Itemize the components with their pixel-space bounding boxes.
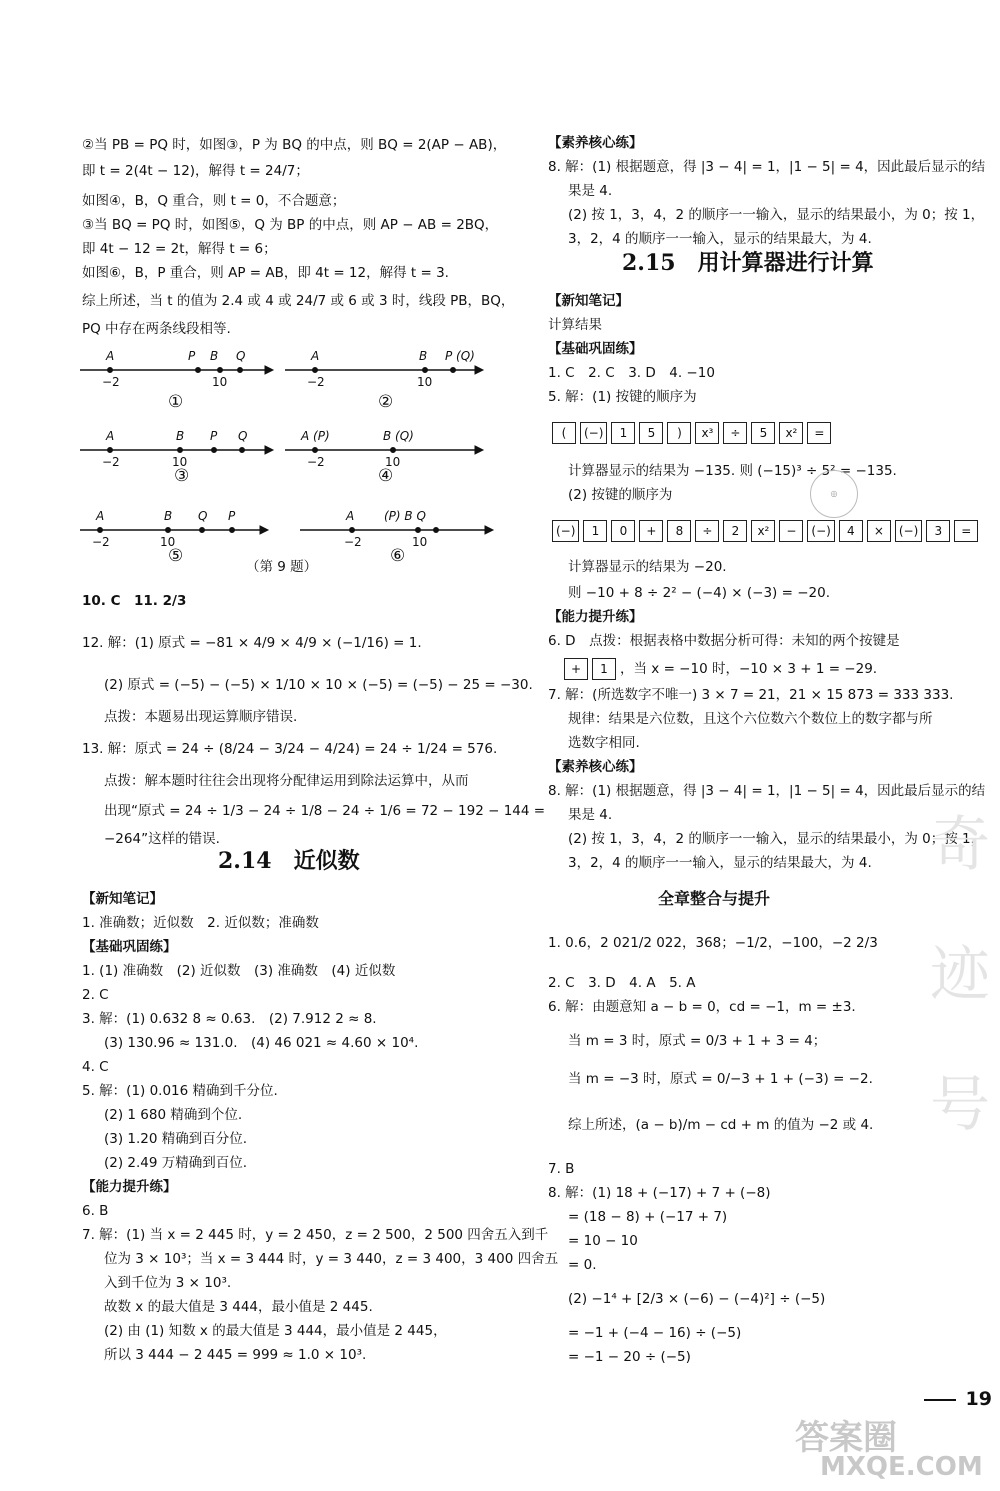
text-line: 位为 3 × 10³；当 x = 3 444 时，y = 3 440，z = 3 400，3 400 四舍五 <box>104 1251 559 1267</box>
svg-text:10: 10 <box>212 375 228 389</box>
text-line: 3. 解：(1) 0.632 8 ≈ 0.63. (2) 7.912 2 ≈ 8. <box>82 1011 377 1027</box>
text-line: 7. 解：(1) 当 x = 2 445 时，y = 2 450，z = 2 500，2 500 四舍五入到千 <box>82 1227 549 1243</box>
figure-label: ⑥ <box>390 546 406 566</box>
svg-text:B: B <box>419 349 428 363</box>
text-line: = −1 − 20 ÷ (−5) <box>568 1349 691 1365</box>
calc-key: (−) <box>552 520 579 542</box>
calc-key: 4 <box>839 520 863 542</box>
stamp-seal-icon: ◎ <box>810 470 858 518</box>
figure-3 <box>80 429 273 469</box>
calc-key: ÷ <box>695 520 719 542</box>
svg-text:B (Q): B (Q) <box>383 429 414 443</box>
text-line: 所以 3 444 − 2 445 = 999 ≈ 1.0 × 10³. <box>104 1347 367 1363</box>
number-line-figures <box>80 342 500 582</box>
svg-text:−2: −2 <box>102 455 120 469</box>
calc-key: (−) <box>895 520 922 542</box>
text-line: 1. (1) 准确数 (2) 近似数 (3) 准确数 (4) 近似数 <box>82 963 396 979</box>
svg-text:10: 10 <box>417 375 433 389</box>
svg-text:B: B <box>210 349 219 363</box>
calc-key: (−) <box>807 520 834 542</box>
svg-text:−2: −2 <box>102 375 120 389</box>
text-line: 3，2，4 的顺序一一输入，显示的结果最大，为 4. <box>568 855 872 871</box>
text-line: PQ 中存在两条线段相等. <box>82 321 231 337</box>
text-line: 2. C 3. D 4. A 5. A <box>548 975 696 991</box>
calc-key: 2 <box>723 520 747 542</box>
subsection-heading: 【新知笔记】 <box>82 891 163 907</box>
text-line: 如图④，B，Q 重合，则 t = 0，不合题意； <box>82 193 346 209</box>
text-line: 综上所述，当 t 的值为 2.4 或 4 或 24/7 或 6 或 3 时，线段 PB，BQ， <box>82 293 515 309</box>
subsection-heading: 【能力提升练】 <box>82 1179 177 1195</box>
text-line: (2) 1 680 精确到个位. <box>104 1107 243 1123</box>
answer-13-note: 点拨：解本题时往往会出现将分配律运用到除法运算中，从而 <box>104 773 469 789</box>
svg-text:10: 10 <box>172 455 188 469</box>
text-line: 3，2，4 的顺序一一输入，显示的结果最大，为 4. <box>568 231 872 247</box>
figure-1 <box>80 349 273 389</box>
figure-6 <box>300 509 493 549</box>
subsection-heading: 【能力提升练】 <box>548 609 643 625</box>
figure-caption: （第 9 题） <box>246 559 318 575</box>
text-line: 4. C <box>82 1059 109 1075</box>
text-line: ③当 BQ = PQ 时，如图⑤，Q 为 BP 的中点，则 AP − AB = 2BQ， <box>82 217 499 233</box>
key-sequence-1 <box>552 422 835 444</box>
answer-13-note: −264”这样的错误. <box>104 831 220 847</box>
answer-12-part2: (2) 原式 = (−5) − (−5) × 1/10 × 10 × (−5) = (−5) − 25 = −30. <box>104 677 533 693</box>
answer-13-note: 出现“原式 = 24 ÷ 1/3 − 24 ÷ 1/8 − 24 ÷ 1/6 = 72 − 192 − 144 = <box>104 803 546 819</box>
text-line: 入到千位为 3 × 10³. <box>104 1275 232 1291</box>
calc-key: 5 <box>751 422 775 444</box>
svg-text:A: A <box>96 509 105 523</box>
figure-4 <box>285 429 483 469</box>
text-line: 果是 4. <box>568 183 613 199</box>
svg-text:−2: −2 <box>307 455 325 469</box>
text-line: 6. B <box>82 1203 109 1219</box>
calc-key: 5 <box>639 422 663 444</box>
calc-key: ) <box>667 422 691 444</box>
calc-key: + <box>639 520 663 542</box>
section-title-2-15: 2.15 用计算器进行计算 <box>622 250 874 276</box>
svg-text:A: A <box>311 349 320 363</box>
calc-key: x² <box>779 422 803 444</box>
calc-key: 1 <box>583 520 607 542</box>
svg-text:A: A <box>346 509 355 523</box>
text-line: 6. 解：由题意知 a − b = 0，cd = −1，m = ±3. <box>548 999 856 1015</box>
calc-key: ( <box>552 422 576 444</box>
figure-5 <box>80 509 268 549</box>
svg-text:P: P <box>188 349 196 363</box>
svg-text:A (P): A (P) <box>301 429 330 443</box>
svg-text:P: P <box>210 429 218 443</box>
text-line: 即 t = 2(4t − 12)，解得 t = 24/7； <box>82 163 309 179</box>
calc-key: = <box>807 422 831 444</box>
subsection-heading: 【素养核心练】 <box>548 759 643 775</box>
text-line: = 0. <box>568 1257 597 1273</box>
text-line: 8. 解：(1) 18 + (−17) + 7 + (−8) <box>548 1185 771 1201</box>
subsection-heading: 【素养核心练】 <box>548 135 643 151</box>
svg-text:Q: Q <box>238 429 248 443</box>
text-line: ，当 x = −10 时，−10 × 3 + 1 = −29. <box>620 661 878 677</box>
calc-key: 1 <box>592 658 616 680</box>
text-line: 则 −10 + 8 ÷ 2² − (−4) × (−3) = −20. <box>568 585 830 601</box>
text-line: 当 m = −3 时，原式 = 0/−3 + 1 + (−3) = −2. <box>568 1071 873 1087</box>
text-line: = (18 − 8) + (−17 + 7) <box>568 1209 728 1225</box>
answer-12-note: 点拨：本题易出现运算顺序错误. <box>104 709 298 725</box>
text-line: 7. B <box>548 1161 575 1177</box>
svg-text:P: P <box>228 509 236 523</box>
svg-text:−2: −2 <box>344 535 362 549</box>
section-title-2-14: 2.14 近似数 <box>218 848 360 874</box>
calc-key: + <box>564 658 588 680</box>
side-watermark-icon: 奇 迹 号 <box>930 810 990 1140</box>
page-number: 19 <box>924 1388 992 1410</box>
figure-label: ⑤ <box>168 546 184 566</box>
text-line: ②当 PB = PQ 时，如图③，P 为 BQ 的中点，则 BQ = 2(AP − AB)， <box>82 137 507 153</box>
text-line: 8. 解：(1) 根据题意，得 |3 − 4| = 1，|1 − 5| = 4，因此最后显示的结 <box>548 783 986 799</box>
text-line: (2) 2.49 万精确到百位. <box>104 1155 248 1171</box>
svg-text:−2: −2 <box>307 375 325 389</box>
text-line: (2) 按 1，3，4，2 的顺序一一输入，显示的结果最小，为 0；按 1， <box>568 831 985 847</box>
text-line: (2) 按键的顺序为 <box>568 487 673 503</box>
calc-key: (−) <box>580 422 607 444</box>
calc-key: 8 <box>667 520 691 542</box>
text-line: = −1 + (−4 − 16) ÷ (−5) <box>568 1325 742 1341</box>
figure-label: ④ <box>378 466 394 486</box>
watermark-brand: 答案圈 <box>795 1418 897 1458</box>
watermark-site: MXQE.COM <box>820 1452 983 1482</box>
section-title-review: 全章整合与提升 <box>658 889 771 908</box>
subsection-heading: 【新知笔记】 <box>548 293 629 309</box>
svg-text:10: 10 <box>412 535 428 549</box>
figure-label: ② <box>378 392 394 412</box>
text-line: 计算器显示的结果为 −20. <box>568 559 727 575</box>
text-line: 2. C <box>82 987 109 1003</box>
text-line: 如图⑥，B，P 重合，则 AP = AB，即 4t = 12，解得 t = 3. <box>82 265 449 281</box>
answer-13: 13. 解：原式 = 24 ÷ (8/24 − 3/24 − 4/24) = 24 ÷ 1/24 = 576. <box>82 741 498 757</box>
text-line: 规律：结果是六位数，且这个六位数六个数位上的数字都与所 <box>568 711 933 727</box>
subsection-heading: 【基础巩固练】 <box>548 341 643 357</box>
key-sequence-2 <box>552 520 982 542</box>
text-line: (2) 由 (1) 知数 x 的最大值是 3 444，最小值是 2 445， <box>104 1323 447 1339</box>
text-line: 计算器显示的结果为 −135. 则 (−15)³ ÷ 5² = −135. <box>568 463 897 479</box>
subsection-heading: 【基础巩固练】 <box>82 939 177 955</box>
text-line: 1. C 2. C 3. D 4. −10 <box>548 365 715 381</box>
text-line: = 10 − 10 <box>568 1233 638 1249</box>
svg-text:A: A <box>106 429 115 443</box>
text-line: 综上所述，(a − b)/m − cd + m 的值为 −2 或 4. <box>568 1117 874 1133</box>
text-line: 8. 解：(1) 根据题意，得 |3 − 4| = 1，|1 − 5| = 4，因此最后显示的结 <box>548 159 986 175</box>
text-line: 5. 解：(1) 按键的顺序为 <box>548 389 697 405</box>
svg-text:(P) B Q: (P) B Q <box>384 509 426 523</box>
text-line: 果是 4. <box>568 807 613 823</box>
answer-10-11: 10. C 11. 2/3 <box>82 593 187 609</box>
svg-text:10: 10 <box>385 455 401 469</box>
calc-key: − <box>779 520 803 542</box>
text-line: 计算结果 <box>548 317 602 333</box>
svg-text:10: 10 <box>160 535 176 549</box>
calc-key: 3 <box>926 520 950 542</box>
svg-text:P (Q): P (Q) <box>445 349 475 363</box>
calc-key: ÷ <box>723 422 747 444</box>
calc-key: × <box>867 520 891 542</box>
text-line: 7. 解：(所选数字不唯一) 3 × 7 = 21，21 × 15 873 = 333 333. <box>548 687 954 703</box>
text-line: 当 m = 3 时，原式 = 0/3 + 1 + 3 = 4； <box>568 1033 827 1049</box>
svg-text:A: A <box>106 349 115 363</box>
svg-text:Q: Q <box>236 349 246 363</box>
text-line: 1. 准确数；近似数 2. 近似数；准确数 <box>82 915 319 931</box>
figure-label: ① <box>168 392 184 412</box>
calc-key: 0 <box>611 520 635 542</box>
calc-key: x³ <box>695 422 719 444</box>
text-line: 即 4t − 12 = 2t，解得 t = 6； <box>82 241 277 257</box>
figure-label: ③ <box>174 466 190 486</box>
text-line: (3) 1.20 精确到百分位. <box>104 1131 248 1147</box>
figure-2 <box>285 349 483 389</box>
text-line: 故数 x 的最大值是 3 444，最小值是 2 445. <box>104 1299 373 1315</box>
text-line: (3) 130.96 ≈ 131.0. (4) 46 021 ≈ 4.60 × 10⁴. <box>104 1035 419 1051</box>
svg-text:B: B <box>164 509 173 523</box>
text-line <box>564 658 877 680</box>
calc-key: 1 <box>611 422 635 444</box>
svg-text:Q: Q <box>198 509 208 523</box>
text-line: 选数字相同. <box>568 735 640 751</box>
text-line: 5. 解：(1) 0.016 精确到千分位. <box>82 1083 278 1099</box>
text-line: (2) 按 1，3，4，2 的顺序一一输入，显示的结果最小，为 0；按 1， <box>568 207 985 223</box>
text-line: 1. 0.6，2 021/2 022，368；−1/2，−100，−2 2/3 <box>548 935 878 951</box>
text-line: (2) −1⁴ + [2/3 × (−6) − (−4)²] ÷ (−5) <box>568 1291 826 1307</box>
calc-key: x² <box>751 520 775 542</box>
answer-12: 12. 解：(1) 原式 = −81 × 4/9 × 4/9 × (−1/16) = 1. <box>82 635 422 651</box>
svg-text:B: B <box>176 429 185 443</box>
text-line: 6. D 点拨：根据表格中数据分析可得：未知的两个按键是 <box>548 633 900 649</box>
calc-key: = <box>954 520 978 542</box>
svg-text:−2: −2 <box>92 535 110 549</box>
